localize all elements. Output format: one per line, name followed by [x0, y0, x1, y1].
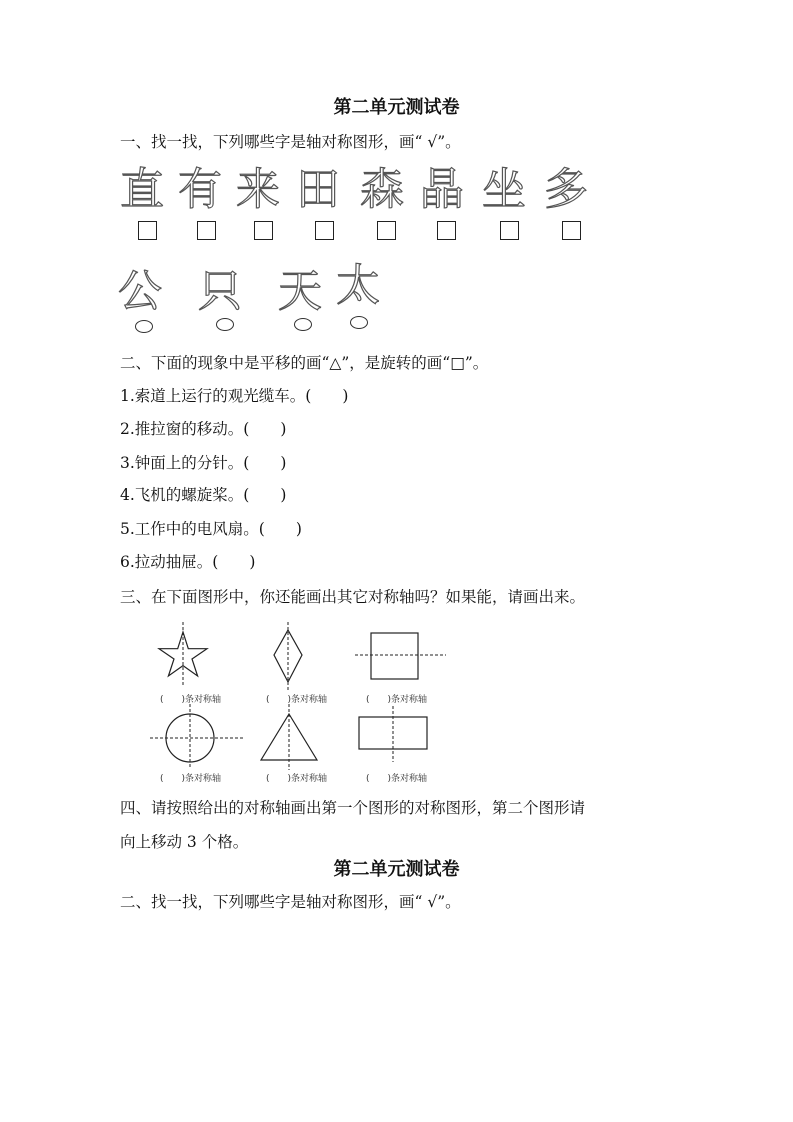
outline-character: 天 [278, 266, 322, 317]
outline-character: 森 [360, 164, 404, 215]
section1-prompt: 一、找一找，下列哪些字是轴对称图形，画“ √”。 [120, 133, 461, 151]
rhombus-figure [274, 622, 302, 690]
section2-item: 2.推拉窗的移动。( ) [120, 420, 287, 438]
section2-item: 3.钟面上的分针。( ) [120, 454, 287, 472]
outline-character: 直 [120, 164, 164, 215]
repeat-title: 第二单元测试卷 [333, 859, 460, 880]
symmetry-axis-caption: ( )条对称轴 [160, 774, 222, 784]
symmetry-axis-caption: ( )条对称轴 [266, 774, 328, 784]
section3-prompt: 三、在下面图形中，你还能画出其它对称轴吗？如果能，请画出来。 [120, 588, 586, 606]
section4-prompt-line2: 向上移动 3 个格。 [120, 833, 249, 851]
triangle-figure [261, 704, 317, 770]
section2-item: 6.拉动抽屉。( ) [120, 553, 256, 571]
outline-character: 坐 [482, 164, 526, 215]
outline-character: 只 [198, 266, 242, 317]
outline-character: 太 [336, 260, 380, 311]
symmetry-axis-caption: ( )条对称轴 [366, 695, 428, 705]
symmetry-axis-caption: ( )条对称轴 [160, 695, 222, 705]
symmetry-axis-caption: ( )条对称轴 [266, 695, 328, 705]
symmetry-axis-caption: ( )条对称轴 [366, 774, 428, 784]
section2-item: 1.索道上运行的观光缆车。( ) [120, 387, 349, 405]
section2-prompt: 二、下面的现象中是平移的画“△”，是旋转的画“□”。 [120, 354, 489, 372]
outline-character: 有 [178, 164, 222, 215]
section4-prompt-line1: 四、请按照给出的对称轴画出第一个图形的对称图形，第二个图形请 [120, 799, 586, 817]
outline-character: 多 [544, 164, 588, 215]
outline-character: 晶 [420, 164, 464, 215]
outline-character: 来 [236, 164, 280, 215]
outline-character: 公 [118, 266, 162, 317]
circle-figure [150, 704, 244, 768]
rectangle-figure [359, 706, 427, 762]
outline-character: 田 [296, 164, 340, 215]
section2-item: 4.飞机的螺旋桨。( ) [120, 486, 287, 504]
repeat-prompt: 二、找一找，下列哪些字是轴对称图形，画“ √”。 [120, 893, 461, 911]
star-figure [159, 622, 207, 685]
page-title: 第二单元测试卷 [333, 97, 460, 118]
section2-item: 5.工作中的电风扇。( ) [120, 520, 302, 538]
square-figure [355, 633, 446, 679]
